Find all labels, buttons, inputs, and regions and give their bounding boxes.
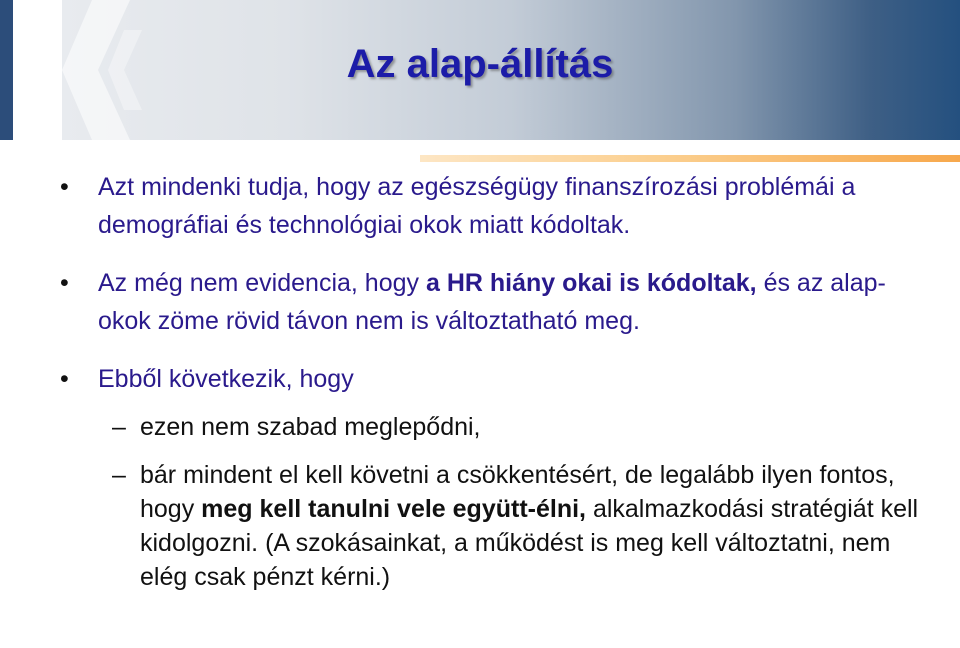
bullet-text-part: Ebből következik, hogy [98,365,354,393]
subbullet-2 [60,458,920,594]
bullet-3 [60,360,920,398]
subbullet-text-part: bár mindent el kell követni a csökkentésért, de legalább ilyen fontos, hogy [140,461,895,523]
subbullet-text [140,461,918,591]
bullet-text [98,365,354,393]
bullet-text-part: és az alap-okok zöme rövid távon nem is változtatható meg. [98,269,886,335]
bullet-marker: • [60,269,69,297]
bullet-marker: • [60,173,69,201]
subbullet-marker: – [112,461,126,489]
subbullet-1 [60,410,920,444]
bullet-text-part: Azt mindenki tudja, hogy az egészségügy finanszírozási problémái a demográfiai és technológiai okok miatt kódoltak. [98,173,856,239]
slide-title: Az alap-állítás [346,42,614,86]
bullet-text [98,269,886,335]
bullet-text-bold: a HR hiány okai is kódoltak, [425,269,757,297]
bullet-2 [60,264,920,340]
bullet-text-part: Az még nem evidencia, hogy [98,269,426,297]
subbullet-text: ezen nem szabad meglepődni, [140,413,481,441]
bullet-1 [60,168,920,244]
subbullet-text-bold: meg kell tanulni vele együtt-élni, [201,495,586,523]
subbullet-marker: – [112,413,126,441]
title-underline [420,155,960,162]
slide-content [60,168,920,594]
subbullet-text-part: alkalmazkodási stratégiát kell kidolgozni. (A szokásainkat, a működést is meg kell változtatni, nem elég csak pénzt kérni.) [140,495,919,591]
bullet-text [98,173,855,239]
bullet-marker: • [60,365,69,393]
